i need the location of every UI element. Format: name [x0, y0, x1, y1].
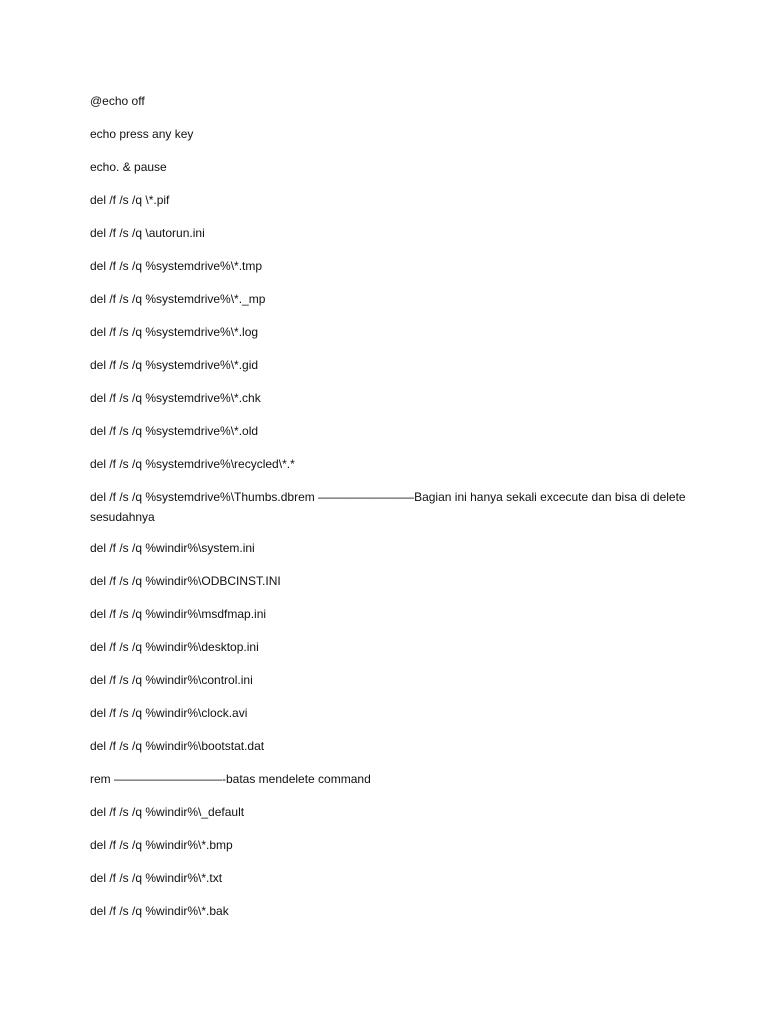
script-line-wrapped: del /f /s /q %systemdrive%\Thumbs.dbrem ————————Bagian ini hanya sekali excecute dan bisa di delete sesudahnya [90, 490, 686, 524]
script-line: del /f /s /q %windir%\clock.avi [90, 706, 248, 720]
script-line: del /f /s /q %systemdrive%\*.old [90, 424, 259, 438]
script-line: del /f /s /q %windir%\*.bak [90, 904, 229, 918]
script-line: del /f /s /q %windir%\system.ini [90, 541, 255, 555]
script-line: del /f /s /q %systemdrive%\recycled\*.* [90, 457, 295, 471]
script-line: del /f /s /q \autorun.ini [90, 226, 205, 240]
script-line: del /f /s /q %windir%\_default [90, 805, 245, 819]
script-line: del /f /s /q %windir%\msdfmap.ini [90, 607, 267, 621]
script-line: del /f /s /q %systemdrive%\*._mp [90, 292, 266, 306]
script-line: del /f /s /q \*.pif [90, 193, 170, 207]
script-line: del /f /s /q %systemdrive%\*.gid [90, 358, 259, 372]
script-line: del /f /s /q %systemdrive%\*.log [90, 325, 259, 339]
script-line: del /f /s /q %windir%\control.ini [90, 673, 253, 687]
script-line: echo press any key [90, 127, 194, 141]
script-line: del /f /s /q %windir%\*.txt [90, 871, 223, 885]
script-line: @echo off [90, 94, 145, 108]
script-line: del /f /s /q %windir%\*.bmp [90, 838, 233, 852]
script-line: rem —————————-batas mendelete command [90, 772, 371, 786]
script-line: del /f /s /q %systemdrive%\*.tmp [90, 259, 263, 273]
script-line: del /f /s /q %windir%\bootstat.dat [90, 739, 265, 753]
script-line: del /f /s /q %systemdrive%\*.chk [90, 391, 261, 405]
script-line: del /f /s /q %windir%\ODBCINST.INI [90, 574, 281, 588]
script-line: del /f /s /q %windir%\desktop.ini [90, 640, 259, 654]
script-line: echo. & pause [90, 160, 167, 174]
batch-script-text [90, 93, 690, 936]
